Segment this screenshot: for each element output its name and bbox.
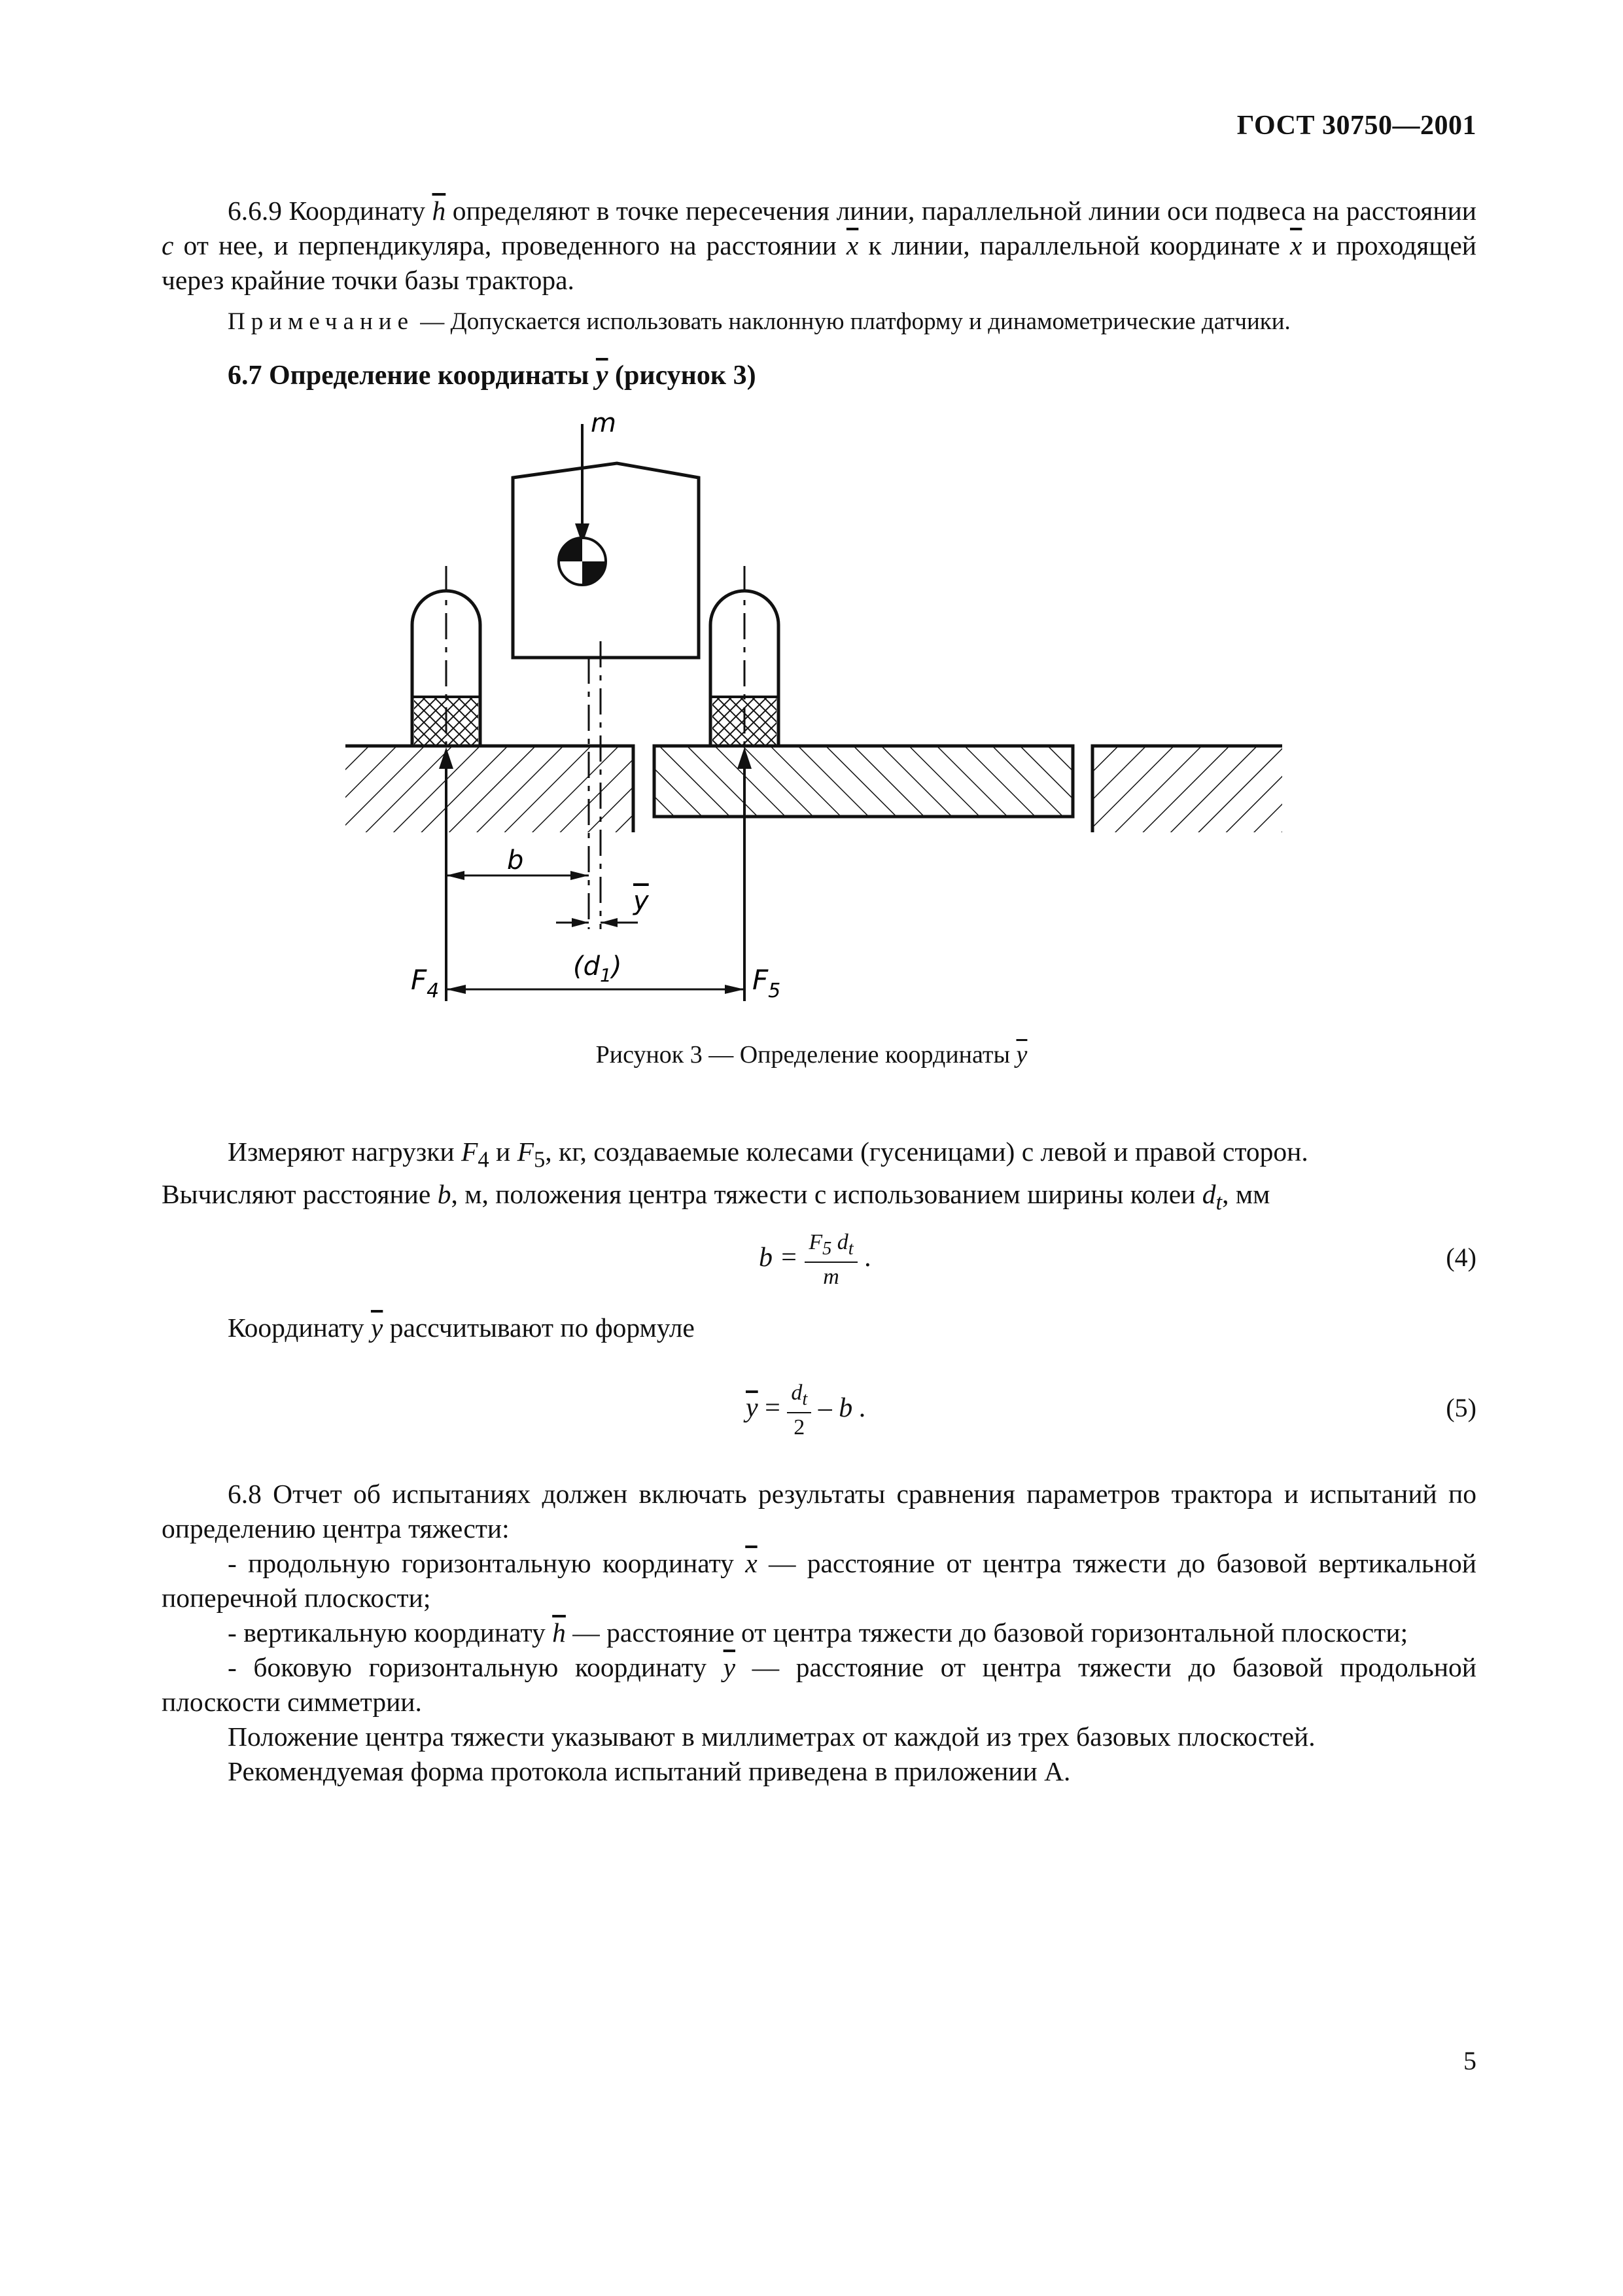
center-of-gravity-icon [559,538,606,585]
f5-label: $F_5$ [752,964,781,1002]
dimension-b-label: b [507,845,524,875]
list-item-h: - вертикальную координату $\overline{h}$ — расстояние от центра тяжести до базовой горизонтальной плоскости; [228,1617,1408,1648]
mass-label: m [591,408,616,438]
measure-paragraph: Измеряют нагрузки $F_4$ и $F_5$, кг, создаваемые колесами (гусеницами) с левой и правой сторон. Вычисляют расстояние b, м, положения центра тяжести с использованием ширины колеи $d_t$, мм [162,1137,1308,1215]
dimension-d1 [446,985,744,994]
right-wheel [710,566,778,746]
dimension-y [556,918,638,927]
document-id-header: ГОСТ 30750—2001 [1236,111,1476,141]
formula-5: $\overline{y}$ = $\frac{d_t}{2}$ – b . [746,1381,867,1439]
note: Примечание — Допускается использовать наклонную платформу и динамометрические датчики. [228,308,1291,335]
y-calc-paragraph: Координату $\overline{y}$ рассчитывают по формуле [228,1313,695,1343]
paragraph-6-8-intro: 6.8 Отчет об испытаниях должен включать результаты сравнения параметров трактора и испытаний по определению центра тяжести: [162,1479,1476,1544]
f4-label: $F_4$ [411,964,440,1002]
formula-5-number: (5) [1446,1393,1476,1422]
dimension-y-label: y [633,886,649,916]
protocol-statement: Рекомендуемая форма протокола испытаний приведена в приложении А. [228,1756,1071,1786]
left-wheel [412,566,480,746]
page-number: 5 [1463,2046,1476,2075]
paragraph-6-6-9: 6.6.9 Координату $\overline{h}$ определяют в точке пересечения линии, параллельной линии оси подвеса на расстоянии c от нее, и перпендикуляра, проведенного на расстоянии $\overline{x}$ к линии, параллельной координате $\overline{x}$ и проходящей через крайние точки базы трактора. [162,196,1476,295]
ground-right [1092,746,1282,832]
list-item-x: - продольную горизонтальную координату $\overline{x}$ — расстояние от центра тяжести до базовой вертикальной поперечной плоскости; [162,1548,1476,1613]
tractor-body [513,463,699,929]
figure-caption: Рисунок 3 — Определение координаты $\overline{y}$ [595,1041,1028,1069]
position-statement: Положение центра тяжести указывают в миллиметрах от каждой из трех базовых плоскостей. [228,1722,1316,1752]
formula-4: b = $\frac{F_5 d_t}{m}$ . [759,1230,871,1289]
formula-4-number: (4) [1446,1243,1476,1272]
ground-left [345,746,633,832]
paragraph-6-8 [162,1477,1476,1789]
figure-3-diagram [0,393,1623,1047]
platform [654,746,1073,817]
section-6-7-title: 6.7 Определение координаты $\overline{y}$ (рисунок 3) [228,361,756,391]
mass-arrow [575,424,589,544]
dimension-d1-label: $(d_1)$ [573,951,622,986]
list-item-y: - боковую горизонтальную координату $\overline{y}$ — расстояние от центра тяжести до базовой продольной плоскости симметрии. [162,1652,1476,1717]
